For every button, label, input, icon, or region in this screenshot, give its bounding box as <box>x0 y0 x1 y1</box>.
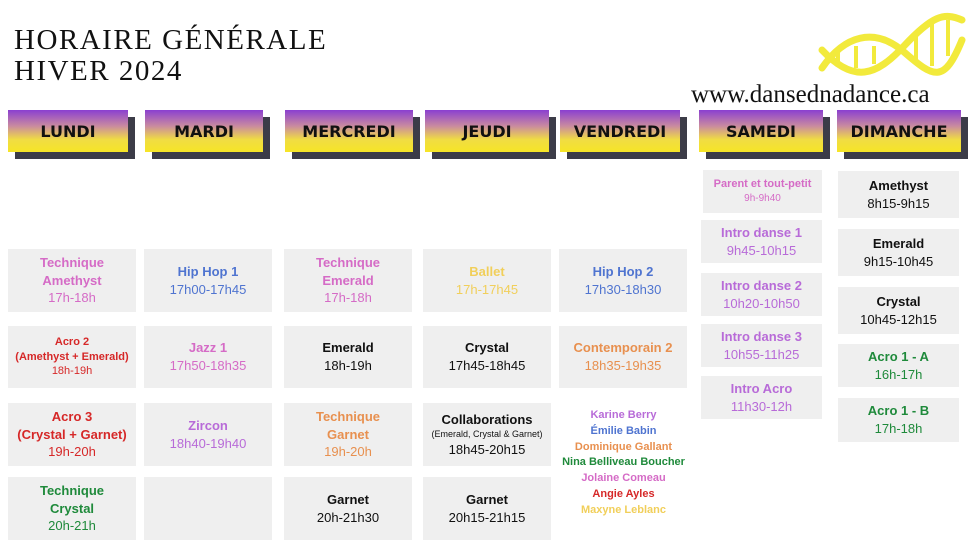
teacher-name: Maxyne Leblanc <box>581 503 666 516</box>
class-name: Technique <box>315 255 381 271</box>
class-time: 17h-17h45 <box>455 281 519 297</box>
class-time: 18h35-19h35 <box>584 358 662 373</box>
class-name: Crystal <box>876 293 921 309</box>
class-time: 17h-18h <box>874 421 923 436</box>
class-name: Technique <box>39 483 105 499</box>
class-name: Crystal <box>464 340 510 356</box>
page-subtitle: HIVER 2024 <box>14 55 183 87</box>
class-name: Hip Hop 1 <box>177 263 239 279</box>
class-name: (Crystal + Garnet) <box>17 426 127 442</box>
day-header-mardi: MARDI <box>145 110 263 152</box>
class-card[interactable] <box>423 403 551 466</box>
class-name: Intro Acro <box>730 380 793 396</box>
teacher-name: Émilie Babin <box>590 424 657 437</box>
class-card[interactable] <box>144 403 272 466</box>
class-name: Emerald <box>322 340 374 356</box>
class-name: Ballet <box>469 263 505 279</box>
class-name: Acro 1 - B <box>867 403 930 419</box>
class-time: 20h15-21h15 <box>448 509 526 525</box>
class-name: Garnet <box>327 426 369 442</box>
class-card[interactable] <box>284 403 412 466</box>
class-card[interactable] <box>8 249 136 312</box>
class-name: Garnet <box>327 491 369 507</box>
class-card[interactable] <box>838 398 959 442</box>
class-time: 10h55-11h25 <box>723 346 800 362</box>
class-time: 9h45-10h15 <box>726 242 797 258</box>
class-name: Acro 2 <box>54 335 90 348</box>
day-header-lundi: LUNDI <box>8 110 128 152</box>
class-time: 11h30-12h <box>730 398 793 414</box>
class-time: 20h-21h30 <box>316 509 380 525</box>
class-card[interactable] <box>703 170 822 213</box>
class-card[interactable] <box>284 477 412 540</box>
class-time: 19h-20h <box>48 444 96 460</box>
class-name: Intro danse 1 <box>721 224 802 240</box>
day-header-dimanche: DIMANCHE <box>837 110 961 152</box>
class-time: 18h45-20h15 <box>448 441 526 457</box>
class-card[interactable] <box>701 376 822 419</box>
empty-slot <box>144 477 272 540</box>
class-name: Jazz 1 <box>188 340 228 356</box>
day-header-samedi: SAMEDI <box>699 110 823 152</box>
teacher-list <box>555 408 692 519</box>
class-card[interactable] <box>838 287 959 334</box>
class-card[interactable] <box>701 324 822 367</box>
class-name: Contemporain 2 <box>573 340 673 356</box>
class-time: 16h-17h <box>874 366 923 382</box>
class-time: 17h-18h <box>324 290 372 306</box>
class-card[interactable] <box>284 249 412 312</box>
class-name: Amethyst <box>868 177 929 193</box>
class-card[interactable] <box>144 249 272 312</box>
class-time: 8h15-9h15 <box>867 195 930 211</box>
teacher-name: Nina Belliveau Boucher <box>562 456 685 469</box>
class-name: Technique <box>39 255 105 271</box>
class-card[interactable] <box>559 326 687 388</box>
class-card[interactable] <box>423 249 551 312</box>
class-name: Acro 1 - A <box>868 348 929 364</box>
class-card[interactable] <box>8 403 136 466</box>
class-time: 18h40-19h40 <box>169 435 247 451</box>
class-time: 10h20-10h50 <box>723 295 800 311</box>
class-time: 17h50-18h35 <box>169 358 247 373</box>
class-name: Emerald <box>872 235 925 251</box>
class-card[interactable] <box>8 326 136 388</box>
class-name: Acro 3 <box>51 409 93 425</box>
class-card[interactable] <box>838 229 959 276</box>
class-name: Intro danse 2 <box>721 277 802 293</box>
class-card[interactable] <box>423 326 551 388</box>
class-time: 10h45-12h15 <box>860 311 937 327</box>
teacher-name: Angie Ayles <box>592 487 655 500</box>
class-name: Amethyst <box>42 272 102 288</box>
class-name: Zircon <box>188 417 228 433</box>
teacher-name: Jolaine Comeau <box>581 472 666 485</box>
class-name: Collaborations <box>441 411 533 427</box>
class-time: 20h-21h <box>48 518 96 534</box>
class-time: 17h45-18h45 <box>448 358 526 373</box>
website-link[interactable]: www.dansednadance.ca <box>691 81 930 108</box>
class-card[interactable] <box>838 171 959 218</box>
class-card[interactable] <box>423 477 551 540</box>
class-name: Emerald <box>322 272 374 288</box>
teacher-name: Karine Berry <box>590 409 657 421</box>
class-time: 17h-18h <box>48 290 96 306</box>
class-time: 17h30-18h30 <box>584 281 662 297</box>
class-time: 18h-19h <box>324 358 372 373</box>
class-time: 18h-19h <box>51 365 93 378</box>
class-name: Hip Hop 2 <box>592 263 654 279</box>
dna-logo-icon <box>816 6 966 86</box>
class-card[interactable] <box>701 220 822 263</box>
class-time: 9h-9h40 <box>744 193 781 205</box>
class-card[interactable] <box>838 344 959 387</box>
class-card[interactable] <box>144 326 272 388</box>
day-header-vendredi: VENDREDI <box>560 110 680 152</box>
class-card[interactable] <box>8 477 136 540</box>
class-card[interactable] <box>284 326 412 388</box>
class-name: Garnet <box>466 491 508 507</box>
class-name: Intro danse 3 <box>721 328 802 344</box>
class-name: Technique <box>315 409 381 425</box>
class-subtitle: (Emerald, Crystal & Garnet) <box>431 429 543 440</box>
day-header-mercredi: MERCREDI <box>285 110 413 152</box>
class-name: Crystal <box>49 500 95 516</box>
class-card[interactable] <box>559 249 687 312</box>
class-time: 17h00-17h45 <box>169 281 247 297</box>
class-time: 9h15-10h45 <box>863 253 934 269</box>
day-header-jeudi: JEUDI <box>425 110 549 152</box>
class-name: Parent et tout-petit <box>713 178 812 191</box>
class-card[interactable] <box>701 273 822 316</box>
teacher-name: Dominique Gallant <box>574 440 673 453</box>
page-title: HORAIRE GÉNÉRALE <box>14 24 328 56</box>
class-time: 19h-20h <box>324 444 372 460</box>
class-subtitle: (Amethyst + Emerald) <box>15 350 129 363</box>
